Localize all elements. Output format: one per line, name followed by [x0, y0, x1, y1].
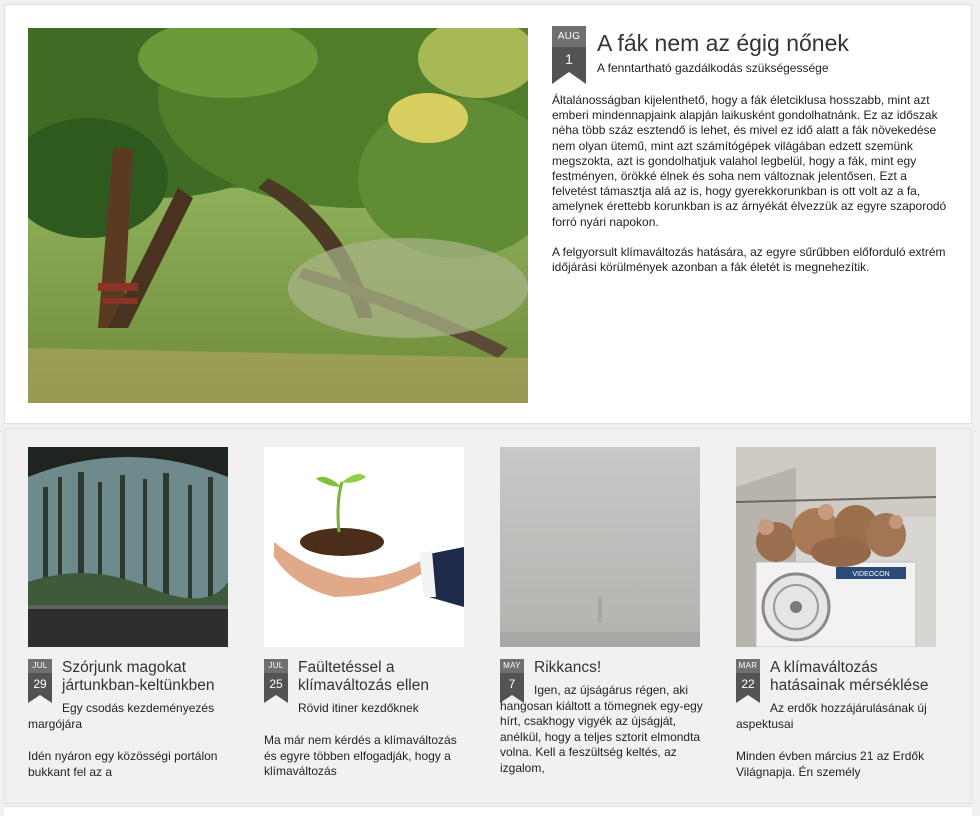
- card-title[interactable]: Szórjunk magokat jártunkban-keltünkben: [62, 659, 215, 694]
- date-month: MAY: [500, 659, 524, 673]
- monkeys-ac-image: [736, 447, 936, 647]
- date-day: 29: [28, 673, 52, 695]
- fog-image: [500, 447, 700, 647]
- date-month: JUL: [28, 659, 52, 673]
- card-photo[interactable]: [264, 447, 464, 647]
- date-month: AUG: [552, 26, 586, 47]
- featured-subtitle: A fenntartható gazdálkodás szükségessége: [597, 61, 829, 75]
- card-excerpt: Idén nyáron egy közösségi portálon bukkant fel az a: [28, 749, 218, 779]
- featured-article: [4, 4, 972, 424]
- seedling-hand-image: [264, 447, 464, 647]
- featured-paragraph: Általánosságban kijelenthető, hogy a fák életciklusa hosszabb, mint azt emberi mindennapjaink alapján laikusként gondolhatnánk. Ez az időszak néha több száz esztendő is lehet, és mivel ez idő alatt a fák növekedése nem olyan ütemű, mint azt számítógépek világában edzett szemünk megszokta, azt is gondolhatjuk valahol legbelül, hogy a fák, mint egy festményen, örökké élnek és soha nem változnak jelentősen. Ezt a felvetést támasztja alá az is, hogy gyerekkorunkban is ott volt az a fa, amelynek érettebb korunkban is az árnyékát élvezzük az egyre szaporodó forró nyári napokon.: [552, 93, 947, 229]
- card-subtitle-block: [264, 701, 468, 717]
- date-day: 1: [552, 47, 586, 72]
- featured-title[interactable]: A fák nem az égig nőnek: [597, 30, 849, 56]
- date-ribbon: [552, 72, 586, 84]
- ac-brand-label: VIDEOCON: [852, 571, 890, 578]
- card-excerpt-text: Igen, az újságárus régen, aki hangosan kiáltott a tömegnek egy-egy hírt, csakhogy vigyék az újságját, anélkül, hogy a teljes sztorit elmondta volna. Kell a feszültség keltés, az izgalom,: [500, 683, 703, 775]
- park-trees-image: [28, 28, 528, 403]
- card-excerpt: Ma már nem kérdés a klímaváltozás és egyre többen elfogadják, hogy a klímaváltozás: [264, 733, 457, 778]
- card-photo[interactable]: [736, 447, 936, 647]
- date-month: MAR: [736, 659, 760, 673]
- card-date-badge[interactable]: [736, 659, 760, 703]
- card-excerpt: Minden évben március 21 az Erdők Világnapja. Én személy: [736, 749, 925, 779]
- article-card: [736, 447, 940, 797]
- article-grid: [4, 428, 972, 804]
- date-day: 22: [736, 673, 760, 695]
- card-photo[interactable]: [500, 447, 700, 647]
- card-subtitle: Az erdők hozzájárulásának új aspektusai: [736, 701, 927, 731]
- article-card: [500, 447, 704, 797]
- date-month: JUL: [264, 659, 288, 673]
- featured-body: [552, 93, 952, 290]
- article-card: [28, 447, 232, 797]
- card-title[interactable]: Rikkancs!: [534, 659, 602, 676]
- card-date-badge[interactable]: [28, 659, 52, 703]
- card-subtitle-block: [28, 701, 232, 732]
- card-title[interactable]: Faültetéssel a klímaváltozás ellen: [298, 659, 429, 694]
- card-subtitle: Rövid itiner kezdőknek: [298, 701, 419, 715]
- card-subtitle: Egy csodás kezdeményezés margójára: [28, 701, 215, 731]
- card-photo[interactable]: [28, 447, 228, 647]
- date-day: 7: [500, 673, 524, 695]
- date-day: 25: [264, 673, 288, 695]
- forest-window-image: [28, 447, 228, 647]
- card-date-badge[interactable]: [264, 659, 288, 703]
- featured-paragraph: A felgyorsult klímaváltozás hatására, az egyre sűrűbben előforduló extrém időjárási körülmények azonban a fák életét is megnehezítik.: [552, 244, 946, 275]
- card-subtitle-block: [736, 701, 940, 732]
- card-title[interactable]: A klímaváltozás hatásainak mérséklése: [770, 659, 929, 694]
- article-card: [264, 447, 468, 797]
- card-excerpt: [500, 683, 704, 776]
- featured-date-badge[interactable]: [552, 26, 586, 86]
- hero-photo[interactable]: [28, 28, 528, 403]
